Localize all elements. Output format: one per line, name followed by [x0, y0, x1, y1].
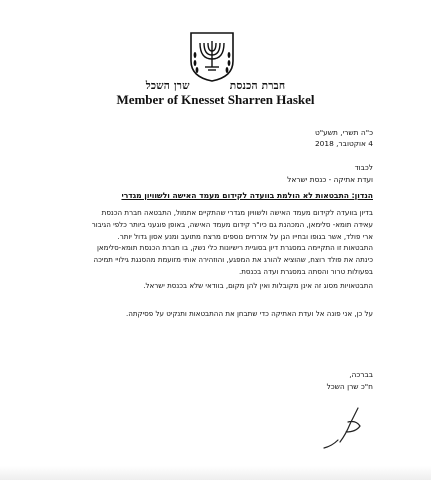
closing-greeting: בברכה, — [349, 370, 373, 379]
body-line: על כן, אני פונה אל ועדת האתיקה כדי שתבחן את ההתבטאות ותנקיט על פסיקתה. — [126, 309, 373, 318]
body-line: התבטאויות מסוג זה אינן מקובלות ואין להן מקום, בוודאי שלא בכנסת ישראל. — [143, 281, 373, 290]
body-line: בפעולות טרור והסתה במסגרת ועדה בכנסת. — [238, 266, 373, 276]
body-line: כינתה את פולד רוצח, שהוציא להורג את המפגע, והוזהירה אותי מזועמת מהסנגת גילויי תמיכה — [93, 255, 373, 265]
body-line: ארי פולד, אשר בגופו ובחייו הגן על אזרחים נוספים מרצח מתועב ומנע אסון גדול יותר. — [117, 231, 373, 241]
recipient-committee: ועדת אתיקה - כנסת ישראל — [287, 175, 373, 184]
header-hebrew-right: חברת הכנסת — [229, 80, 286, 92]
body-line: התבטאות זו התקיימה במסגרת דיון בסוגיית רישיונות כלי נשק, בו חברת הכנסת תומא-סלימאן — [96, 243, 373, 253]
body-paragraph-1 — [43, 207, 373, 278]
header-hebrew-left: שרן השכל — [145, 80, 190, 92]
subject-line: הנדון: התבטאות לא הולמת בוועדה לקידום מעמד האישה ולשוויון מגדרי — [121, 191, 373, 200]
hebrew-date: כ"ה תשרי, תשע"ט — [314, 128, 373, 137]
knesset-emblem-icon — [187, 27, 237, 83]
body-line: עאידה תומא- סלימאן, המכהנת גם כיו"ר קידום מעמד האישה, באופן פוגעני ביותר כלפי הגיבור — [91, 219, 373, 229]
signature-icon — [310, 402, 370, 452]
header-hebrew — [0, 80, 431, 92]
body-paragraph-3 — [43, 308, 373, 320]
recipient-to: לכבוד — [354, 163, 373, 172]
page-bottom-edge — [0, 466, 431, 480]
body-paragraph-2 — [43, 280, 373, 292]
body-line: בדיון בוועדה לקידום מעמד האישה ולשוויון מגדרי שהתקיים אתמול, התבטאה חברת הכנסת — [101, 208, 373, 217]
header-english: Member of Knesset Sharren Haskel — [116, 92, 315, 107]
closing-signatory: ח"כ שרן השכל — [326, 382, 373, 391]
gregorian-date: 4 אוקטובר, 2018 — [314, 139, 373, 148]
